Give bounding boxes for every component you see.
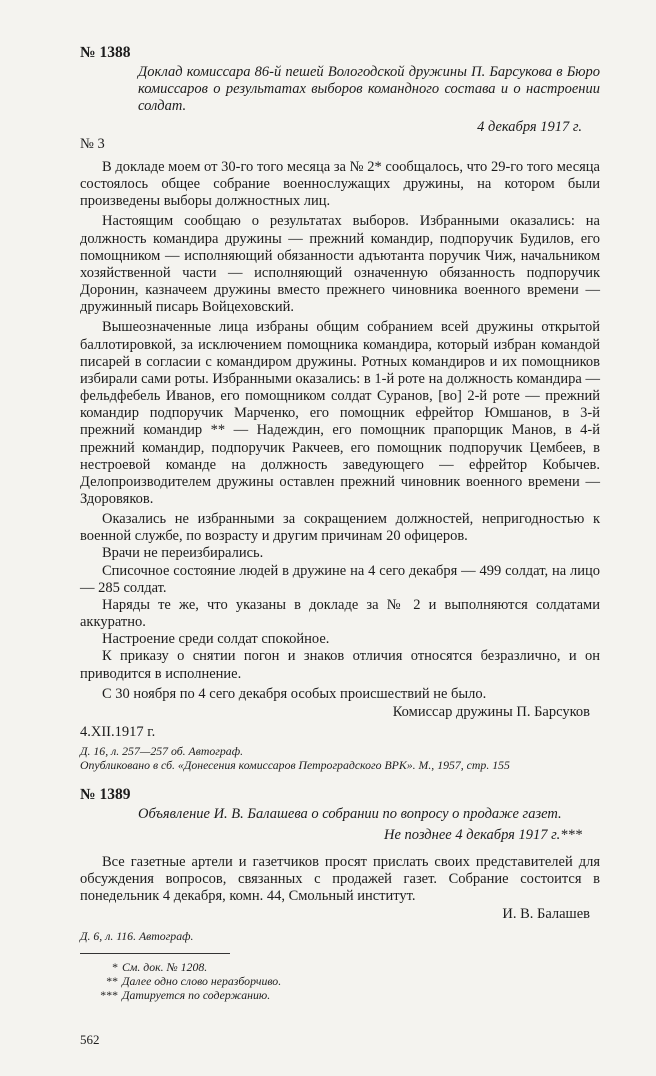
doc1-paragraph: Настоящим сообщаю о результатах выборов. Избранными оказались: на должность командира дружины — прежний командир, подпоручик Будилов, его помощником — исполняющий обязанности адъютанта поручик Чиж, начальником хозяйственной части — исполняющий означенную обязанность подпоручик Доронин, казначеем дружины вместо прежнего чиновника военного времени — дружинный писарь Войцеховский. — [80, 213, 600, 316]
doc1-paragraph: С 30 ноября по 4 сего декабря особых происшествий не было. — [102, 685, 487, 702]
doc1-number: № 1388 — [80, 44, 131, 61]
footnote-divider — [80, 953, 230, 954]
doc1-paragraph: Оказались не избранными за сокращением должностей, непригодностью к военной службе, по возрасту и другим причинам 20 офицеров. — [80, 511, 600, 545]
footnotes — [80, 960, 600, 1002]
footnote: *** Датируется по содержанию. — [100, 988, 271, 1003]
doc1-sub-number: № 3 — [80, 136, 105, 152]
document-page — [80, 44, 600, 1048]
doc2-title: Объявление И. В. Балашева о собрании по вопросу о продаже газет. — [138, 805, 562, 822]
doc2-source: Д. 6, л. 116. Автограф. — [80, 929, 194, 944]
doc1-signature: Комиссар дружины П. Барсуков — [392, 703, 590, 720]
footnote: ** Далее одно слово неразборчиво. — [106, 974, 282, 989]
doc1-title: Доклад комиссара 86-й пешей Вологодской дружины П. Барсукова в Бюро комиссаров о результатах выборов командного состава и о настроении солдат. — [138, 64, 600, 114]
doc2-paragraph: Все газетные артели и газетчиков просят прислать своих представителей для обсуждения вопросов, связанных с продажей газет. Собрание состоится в понедельник 4 декабря, комн. 44, Смольный институт. — [80, 853, 600, 905]
doc2-date: Не позднее 4 декабря 1917 г.*** — [383, 826, 582, 843]
doc1-paragraph: Настроение среди солдат спокойное. — [102, 631, 330, 648]
doc1-paragraph: Наряды те же, что указаны в докладе за № 2 и выполняются солдатами аккуратно. — [80, 596, 600, 631]
doc2-signature: И. В. Балашев — [502, 906, 590, 923]
doc1-paragraph: В докладе моем от 30-го того месяца за № 2* сообщалось, что 29-го того месяца состоялось общее собрание военнослужащих дружины, на котором были произведены выборы должностных лиц. — [80, 159, 600, 210]
doc1-body — [80, 159, 600, 703]
footnote: * См. док. № 1208. — [112, 960, 208, 975]
doc1-paragraph: Врачи не переизбирались. — [102, 545, 264, 562]
doc1-paragraph: Списочное состояние людей в дружине на 4 сего декабря — 499 солдат, на лицо — 285 солдат. — [80, 562, 600, 596]
doc1-sign-date: 4.XII.1917 г. — [80, 723, 156, 740]
page-number: 562 — [80, 1032, 100, 1048]
doc1-paragraph: Вышеозначенные лица избраны общим собранием всей дружины открытой баллотировкой, за исключением помощника командира, который избран командой писарей в согласии с командиром дружины. Ротных командиров и их помощников избирали сами роты. Избранными оказались: в 1-й роте на должность командира — фельдфебель Иванов, его помощником солдат Суранов, [во] 2-й роте — прежний командир подпоручик Марченко, его помощник ефрейтор Юмшанов, в 3-й прежний командир ** — Надеждин, его помощник прапорщик Манов, в 4-й прежний командир, подпоручик Ракчеев, его помощник подпоручик Цембеев, в нестроевой команде на должность заведующего — ефрейтор Кобычев. Делопроизводителем дружины оставлен прежний чиновник военного времени — Здоровяков. — [80, 319, 600, 507]
doc1-publication: Опубликовано в сб. «Донесения комиссаров Петроградского ВРК». М., 1957, стр. 155 — [80, 757, 510, 772]
doc2-number: № 1389 — [80, 785, 131, 803]
doc1-date: 4 декабря 1917 г. — [477, 119, 582, 135]
doc1-paragraph: К приказу о снятии погон и знаков отличия относятся безразлично, и он приводится в исполнение. — [80, 648, 600, 682]
doc1-source: Д. 16, л. 257—257 об. Автограф. — [80, 743, 244, 758]
